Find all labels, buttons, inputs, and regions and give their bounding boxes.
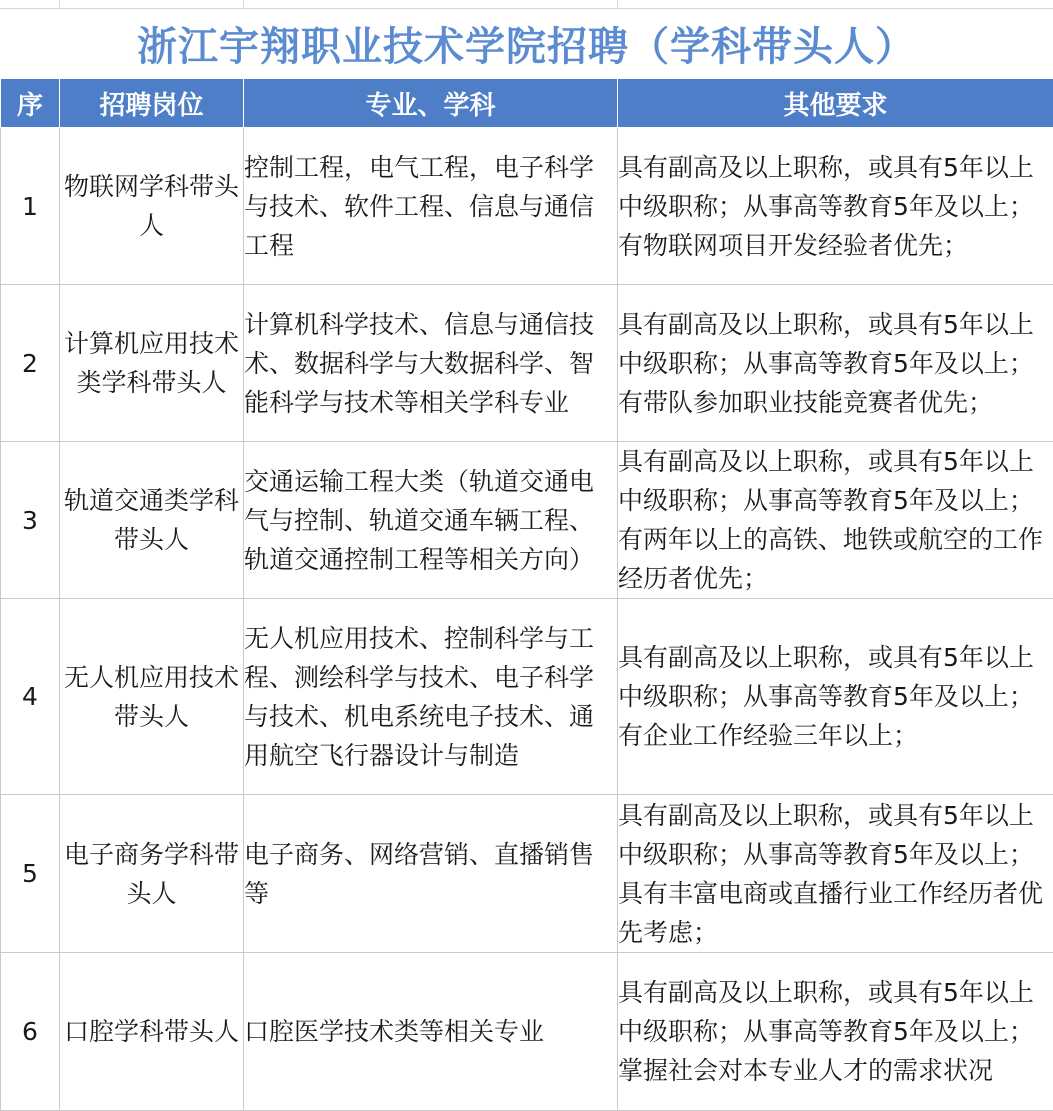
table-row xyxy=(1,128,1053,285)
table-row xyxy=(1,953,1053,1111)
row-requirements xyxy=(618,795,1053,953)
row-requirements xyxy=(618,599,1053,795)
header-requirements: 其他要求 xyxy=(618,79,1053,128)
row-major: 控制工程，电气工程，电子科学与技术、软件工程、信息与通信工程 xyxy=(244,128,618,285)
row-requirements-text: 具有副高及以上职称，或具有5年以上中级职称；从事高等教育5年及以上；有带队参加职业技能竞赛者优先； xyxy=(618,305,1053,422)
table-row xyxy=(1,795,1053,953)
table-row xyxy=(1,599,1053,795)
row-position: 物联网学科带头人 xyxy=(60,128,244,285)
table-row xyxy=(1,285,1053,442)
row-position: 轨道交通类学科带头人 xyxy=(60,442,244,599)
row-position: 口腔学科带头人 xyxy=(60,953,244,1111)
row-position: 计算机应用技术类学科带头人 xyxy=(60,285,244,442)
row-position: 无人机应用技术带头人 xyxy=(60,599,244,795)
row-requirements-text: 具有副高及以上职称，或具有5年以上中级职称；从事高等教育5年及以上；有企业工作经验三年以上； xyxy=(618,638,1053,755)
row-requirements xyxy=(618,953,1053,1111)
row-no: 5 xyxy=(1,795,60,953)
row-requirements-text: 具有副高及以上职称，或具有5年以上中级职称；从事高等教育5年及以上；具有丰富电商或直播行业工作经历者优先考虑； xyxy=(618,796,1053,952)
row-requirements-text: 具有副高及以上职称，或具有5年以上中级职称；从事高等教育5年及以上；掌握社会对本专业人才的需求状况 xyxy=(618,973,1053,1090)
row-major: 交通运输工程大类（轨道交通电气与控制、轨道交通车辆工程、轨道交通控制工程等相关方向） xyxy=(244,442,618,599)
row-requirements xyxy=(618,128,1053,285)
header-position: 招聘岗位 xyxy=(60,79,244,128)
row-major: 计算机科学技术、信息与通信技术、数据科学与大数据科学、智能科学与技术等相关学科专业 xyxy=(244,285,618,442)
row-no: 6 xyxy=(1,953,60,1111)
row-requirements-text: 具有副高及以上职称，或具有5年以上中级职称；从事高等教育5年及以上；有物联网项目开发经验者优先； xyxy=(618,148,1053,265)
row-position: 电子商务学科带头人 xyxy=(60,795,244,953)
row-major: 口腔医学技术类等相关专业 xyxy=(244,953,618,1111)
row-requirements xyxy=(618,442,1053,599)
row-no: 2 xyxy=(1,285,60,442)
table-header-row xyxy=(1,79,1053,128)
row-no: 3 xyxy=(1,442,60,599)
header-no: 序 xyxy=(1,79,60,128)
recruitment-table xyxy=(0,78,1053,1111)
row-requirements xyxy=(618,285,1053,442)
header-major: 专业、学科 xyxy=(244,79,618,128)
row-requirements-text: 具有副高及以上职称，或具有5年以上中级职称；从事高等教育5年及以上；有两年以上的高铁、地铁或航空的工作经历者优先； xyxy=(618,442,1053,598)
row-no: 1 xyxy=(1,128,60,285)
row-major: 无人机应用技术、控制科学与工程、测绘科学与技术、电子科学与技术、机电系统电子技术、通用航空飞行器设计与制造 xyxy=(244,599,618,795)
row-no: 4 xyxy=(1,599,60,795)
table-row xyxy=(1,442,1053,599)
spreadsheet-top-strip xyxy=(0,0,1053,9)
row-major: 电子商务、网络营销、直播销售等 xyxy=(244,795,618,953)
page-title: 浙江宇翔职业技术学院招聘（学科带头人） xyxy=(0,10,1053,76)
